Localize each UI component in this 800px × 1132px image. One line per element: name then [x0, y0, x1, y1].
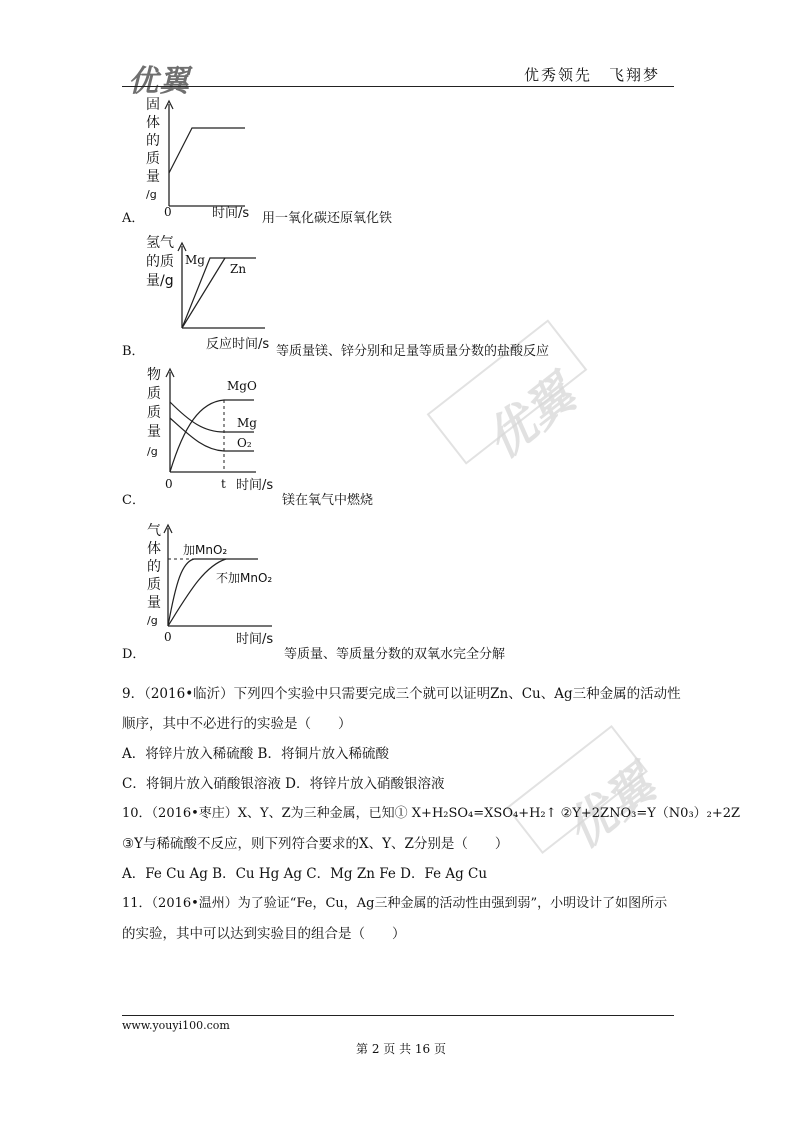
- question-9-options-cd: C．将铜片放入硝酸银溶液 D．将锌片放入硝酸银溶液: [122, 776, 445, 792]
- ylabel-line: 氢气: [146, 235, 174, 251]
- question-10-line1: 10．（2016•枣庄）X、Y、Z为三种金属，已知① X+H₂SO₄=XSO₄+H₂↑ ②Y+2ZNO₃=Y（N0₃）₂+2Z: [122, 806, 741, 821]
- ylabel-unit: /g: [147, 445, 158, 458]
- graph-d-ylabel: [147, 522, 161, 630]
- question-9-line2: 顺序，其中不必进行的实验是（ ）: [122, 716, 352, 732]
- option-d-caption: 等质量、等质量分数的双氧水完全分解: [284, 647, 506, 662]
- footer-rule: [122, 1015, 674, 1016]
- option-b-caption: 等质量镁、锌分别和足量等质量分数的盐酸反应: [276, 344, 550, 359]
- ylabel-char: 质: [147, 577, 161, 593]
- graph-a-xlabel: 时间/s: [212, 206, 250, 221]
- graph-c-series-o2: O₂: [237, 436, 252, 450]
- ylabel-char: 量: [147, 424, 161, 440]
- brand-logo: 优翼: [128, 64, 190, 99]
- graph-a-ylabel: [146, 96, 160, 204]
- ylabel-char: 体: [146, 115, 160, 131]
- question-11-line2: 的实验，其中可以达到实验目的组合是（ ）: [122, 926, 406, 942]
- ylabel-unit: /g: [146, 188, 157, 201]
- header-rule: [122, 86, 674, 87]
- graph-a-origin: 0: [164, 205, 172, 219]
- option-d-letter: D．: [122, 647, 146, 662]
- ylabel-char: 质: [147, 405, 161, 421]
- graph-d-series-with: 加MnO₂: [183, 543, 228, 557]
- option-a-caption: 用一氧化碳还原氧化铁: [262, 211, 393, 226]
- graph-c-origin: 0: [165, 477, 173, 491]
- option-c-letter: C．: [122, 493, 145, 508]
- graph-c-xlabel: 时间/s: [236, 478, 274, 493]
- graph-b-series-mg: Mg: [185, 253, 205, 267]
- graph-c-series-mg: Mg: [237, 416, 257, 430]
- question-10-line2: ③Y与稀硫酸不反应，则下列符合要求的X、Y、Z分别是（ ）: [122, 836, 509, 852]
- ylabel-char: 体: [147, 541, 161, 557]
- question-9-options-ab: A．将锌片放入稀硫酸 B．将铜片放入稀硫酸: [122, 746, 389, 762]
- line-solid-mass: [169, 128, 245, 173]
- watermark: 优翼: [555, 756, 666, 860]
- question-11-line1: 11．（2016•温州）为了验证“Fe，Cu，Ag三种金属的活动性由强到弱”，小明设计了如图所示: [122, 896, 668, 911]
- option-b-letter: B．: [122, 344, 145, 359]
- question-10-options: A．Fe Cu Ag B．Cu Hg Ag C．Mg Zn Fe D．Fe Ag Cu: [122, 866, 488, 882]
- graph-d-origin: 0: [164, 630, 172, 644]
- graph-d-series-without: 不加MnO₂: [216, 571, 273, 585]
- graph-c-series-mgo: MgO: [227, 379, 257, 393]
- ylabel-char: 量: [147, 595, 161, 611]
- zn-line: [182, 258, 225, 328]
- ylabel-char: 物: [147, 367, 161, 383]
- ylabel-line: 的质: [146, 254, 174, 270]
- option-c-caption: 镁在氧气中燃烧: [282, 493, 374, 508]
- question-9-line1: 9．（2016•临沂）下列四个实验中只需要完成三个就可以证明Zn、Cu、Ag三种金属的活动性: [122, 686, 681, 702]
- graph-d-xlabel: 时间/s: [236, 632, 274, 647]
- graph-b-xlabel: 反应时间/s: [206, 337, 270, 352]
- ylabel-char: 质: [147, 386, 161, 402]
- ylabel-char: 质: [146, 151, 160, 167]
- header-slogan: 优秀领先 飞翔梦: [524, 66, 661, 84]
- watermark: 优翼: [475, 366, 586, 470]
- ylabel-char: 量: [146, 169, 160, 185]
- option-a-letter: A．: [122, 211, 145, 226]
- graph-b-ylabel: [146, 234, 174, 291]
- ylabel-line: 量/g: [146, 273, 174, 289]
- footer-url[interactable]: www.youyi100.com: [122, 1019, 230, 1032]
- ylabel-char: 固: [146, 97, 160, 113]
- page-number: 第 2 页 共 16 页: [356, 1042, 446, 1056]
- ylabel-unit: /g: [147, 614, 158, 627]
- ylabel-char: 的: [146, 133, 160, 149]
- graph-c-t-label: t: [221, 477, 226, 491]
- ylabel-char: 的: [147, 559, 161, 575]
- ylabel-char: 气: [147, 523, 161, 539]
- graph-b-series-zn: Zn: [230, 262, 247, 276]
- graph-c-ylabel: [147, 366, 161, 461]
